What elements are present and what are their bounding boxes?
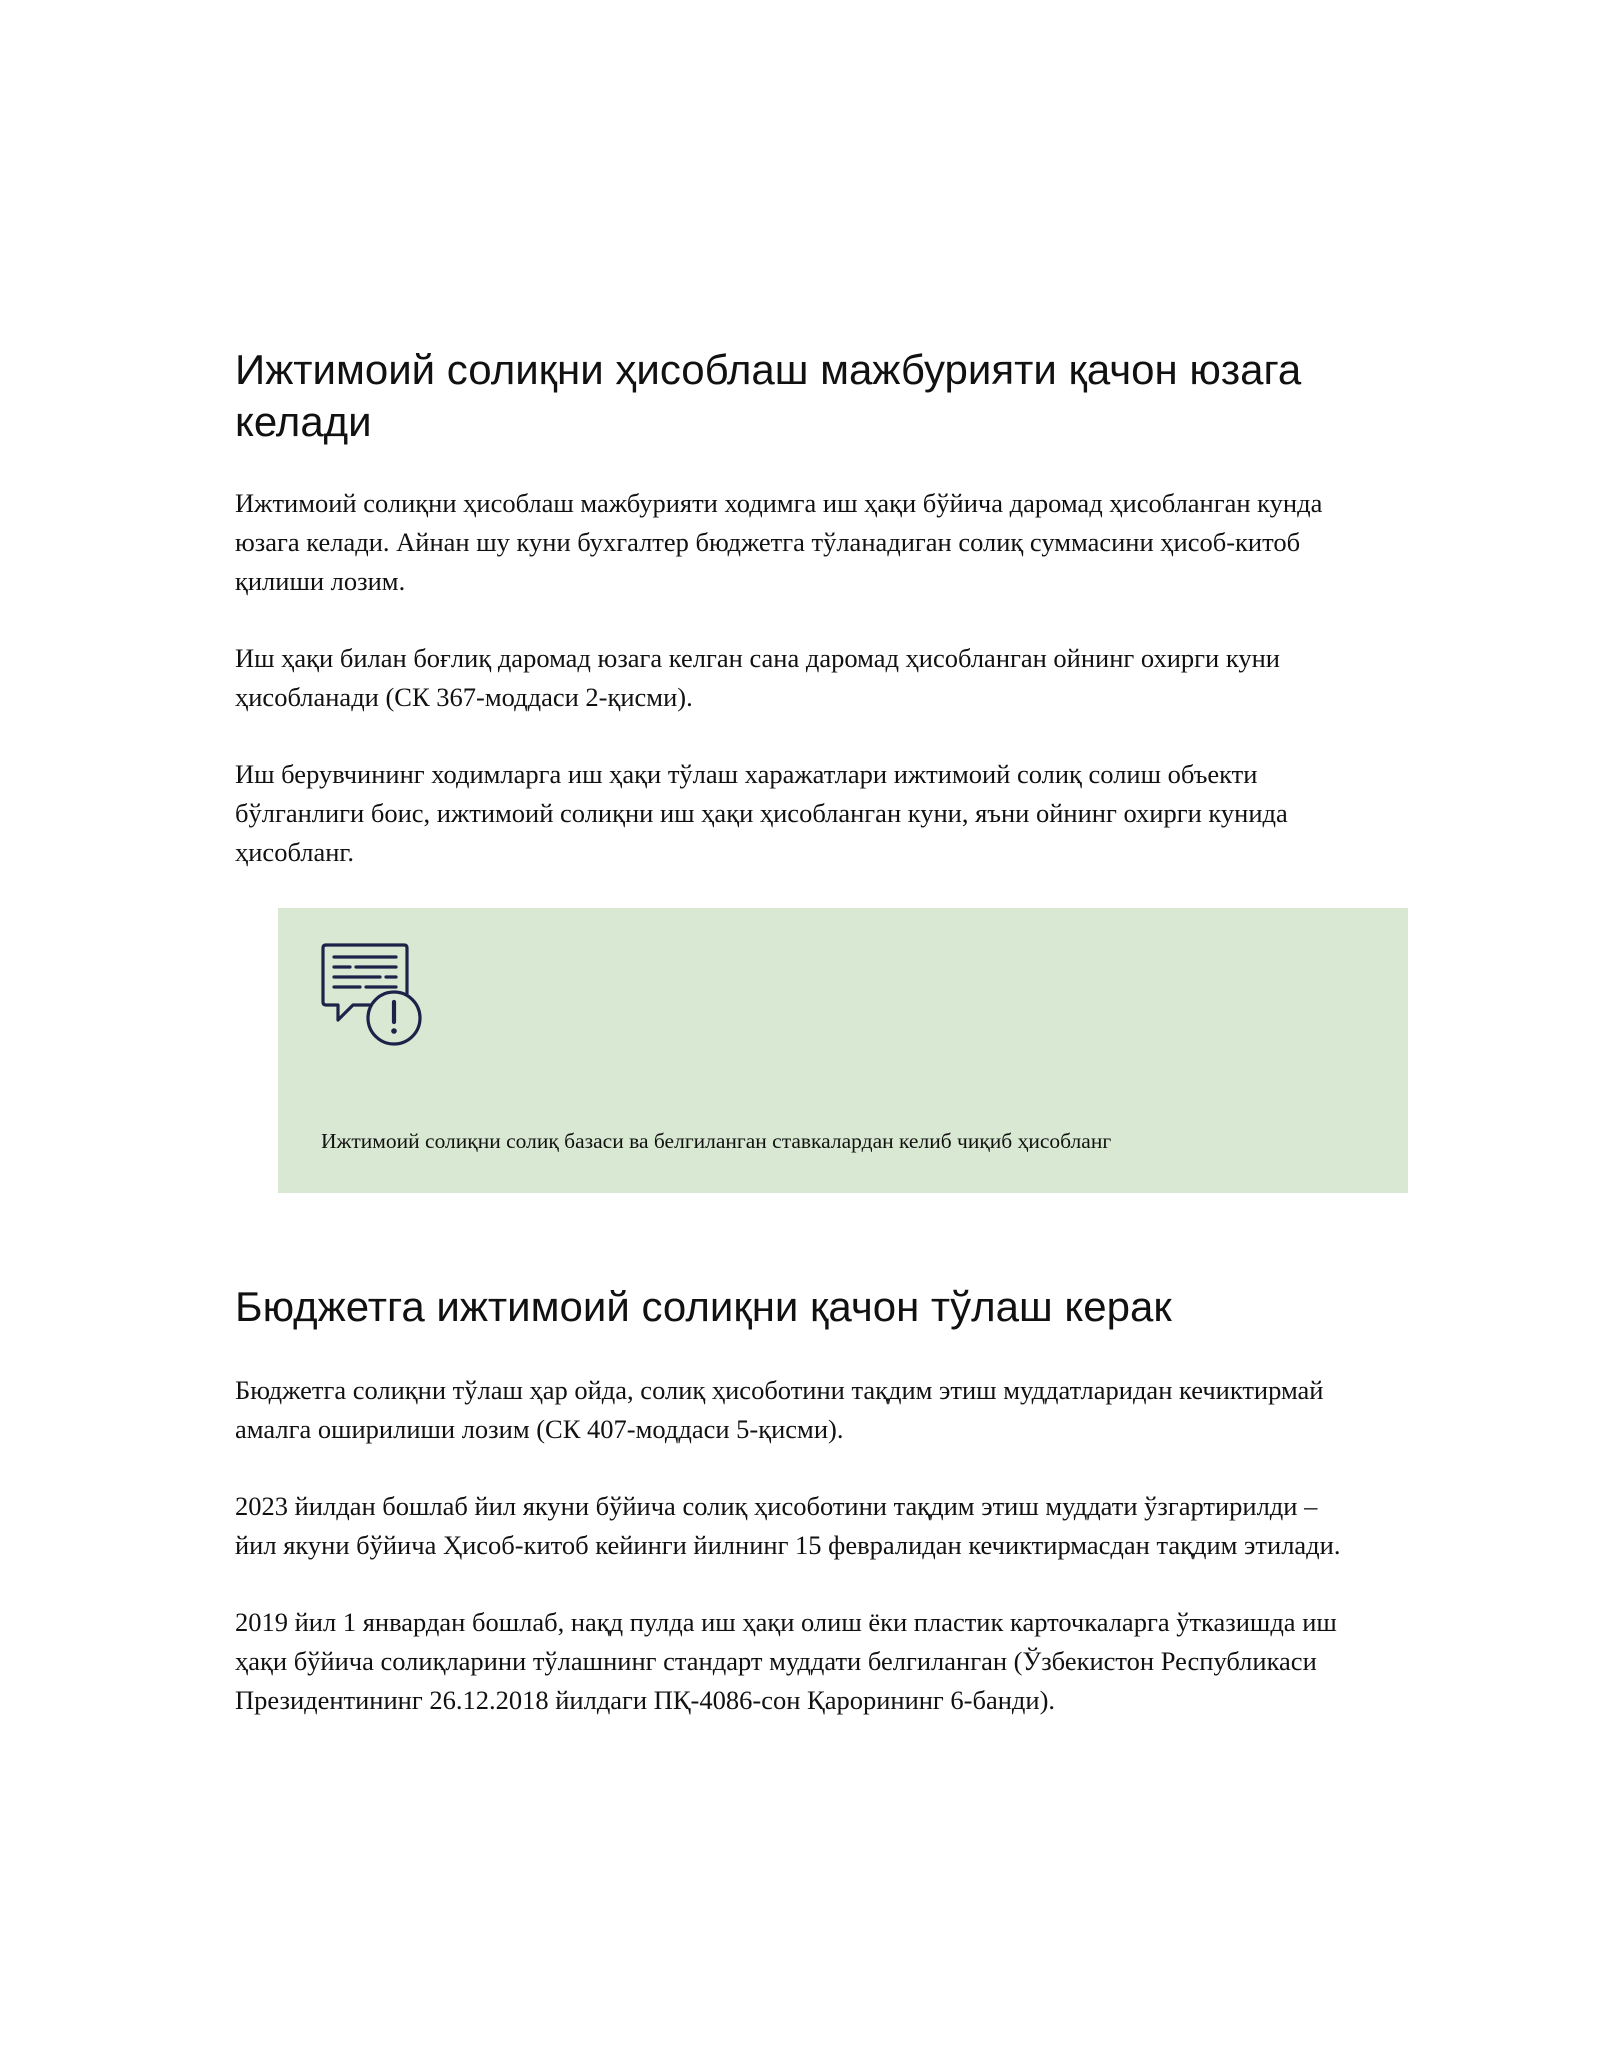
document-page: [235, 344, 1405, 1720]
paragraph: Иш ҳақи билан боғлиқ даромад юзага келган сана даромад ҳисобланган ойнинг охирги куни ҳисобланади (СК 367-моддаси 2-қисми).: [235, 643, 1280, 712]
section-heading-calculation: Ижтимоий солиқни ҳисоблаш мажбурияти қачон юзага келади: [235, 346, 1302, 445]
message-alert-icon: [320, 942, 426, 1048]
paragraph: Ижтимоий солиқни ҳисоблаш мажбурияти ходимга иш ҳақи бўйича даромад ҳисобланган кунда юзага келади. Айнан шу куни бухгалтер бюджетга тўланадиган солиқ суммасини ҳисоб-китоб қилиши лозим.: [235, 488, 1323, 596]
paragraph: 2019 йил 1 январдан бошлаб, нақд пулда иш ҳақи олиш ёки пластик карточкаларга ўтказишда иш ҳақи бўйича солиқларини тўлашнинг стандарт муддати белгиланган (Ўзбекистон Республикаси Президентининг 26.12.2018 йилдаги ПҚ-4086-сон Қарорининг 6-банди).: [235, 1607, 1337, 1715]
paragraph: 2023 йилдан бошлаб йил якуни бўйича солиқ ҳисоботини тақдим этиш муддати ўзгартирилди – йил якуни бўйича Ҳисоб-китоб кейинги йилнинг 15 февралидан кечиктирмасдан тақдим этилади.: [235, 1491, 1341, 1560]
notice-box: [278, 908, 1408, 1193]
paragraph: Иш берувчининг ходимларга иш ҳақи тўлаш харажатлари ижтимоий солиқ солиш объекти бўлганлиги боис, ижтимоий солиқни иш ҳақи ҳисобланган куни, яъни ойнинг охирги кунида ҳисобланг.: [235, 759, 1288, 867]
section-heading-payment: Бюджетга ижтимоий солиқни қачон тўлаш керак: [235, 1283, 1172, 1330]
notice-text: Ижтимоий солиқни солиқ базаси ва белгиланган ставкалардан келиб чиқиб ҳисобланг: [321, 1129, 1112, 1153]
paragraph: Бюджетга солиқни тўлаш ҳар ойда, солиқ ҳисоботини тақдим этиш муддатларидан кечиктирмай амалга оширилиши лозим (СК 407-моддаси 5-қисми).: [235, 1375, 1324, 1444]
